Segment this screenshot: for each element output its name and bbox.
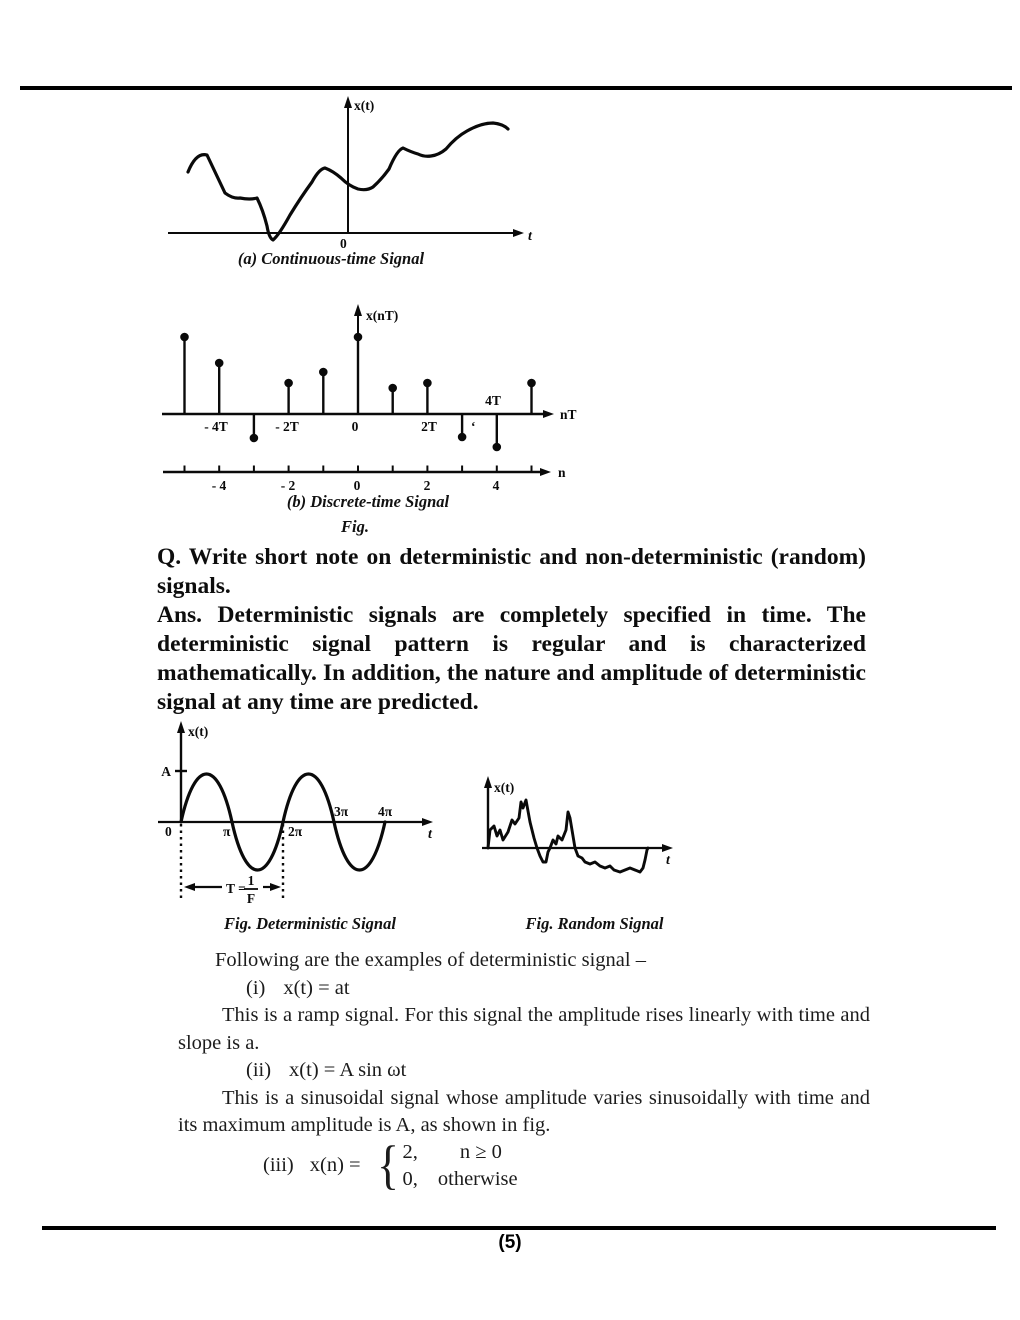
period-arrow-left bbox=[184, 883, 195, 891]
t-axis-label: t bbox=[428, 827, 432, 842]
n-axis-arrow bbox=[540, 468, 551, 476]
y-axis-label: x(t) bbox=[188, 724, 209, 739]
example-item-iii bbox=[263, 1135, 518, 1196]
item-ii-description: This is a sinusoidal signal whose amplitude varies sinusoidally with time and its maximum amplitude is A, as shown in fig. bbox=[178, 1086, 870, 1136]
origin-label: 0 bbox=[165, 824, 172, 839]
case-2-condition: otherwise bbox=[437, 1168, 518, 1190]
tick-0T: 0 bbox=[351, 419, 359, 434]
tick-2T: 2T bbox=[421, 419, 437, 434]
t-axis-label: t bbox=[666, 853, 670, 868]
tick-m2T: - 2T bbox=[275, 419, 299, 434]
question-text: Q. Write short note on deterministic and non-deterministic (random) signals. bbox=[157, 544, 866, 599]
case-2 bbox=[403, 1167, 518, 1191]
t-axis-arrow bbox=[422, 818, 433, 826]
item-i-description: This is a ramp signal. For this signal the amplitude rises linearly with time and slope is a. bbox=[178, 1004, 870, 1054]
y-axis-label: x(t) bbox=[354, 98, 375, 113]
discrete-time-signal-figure bbox=[140, 300, 590, 505]
pi-label: π bbox=[223, 824, 231, 839]
random-signal-curve bbox=[488, 800, 648, 872]
tick-2: 2 bbox=[423, 478, 431, 493]
four-pi-label: 4π bbox=[378, 804, 393, 819]
item-i-label: (i) bbox=[246, 976, 266, 999]
amplitude-label: A bbox=[161, 764, 171, 779]
case-1-condition: n ≥ 0 bbox=[459, 1141, 502, 1163]
n-axis-label: n bbox=[558, 465, 566, 480]
period-numerator: 1 bbox=[247, 873, 255, 888]
example-item-i bbox=[246, 975, 870, 1003]
case-1 bbox=[403, 1140, 518, 1164]
y-axis-label: x(nT) bbox=[366, 308, 399, 323]
y-axis-arrow bbox=[344, 96, 352, 108]
two-pi-label: 2π bbox=[288, 824, 303, 839]
tick-4: 4 bbox=[492, 478, 500, 493]
brace-glyph: { bbox=[376, 1135, 399, 1196]
three-pi-label: 3π bbox=[334, 804, 349, 819]
y-axis-label: x(t) bbox=[494, 780, 515, 795]
tick-m4: - 4 bbox=[211, 478, 227, 493]
item-i-equation: x(t) = at bbox=[283, 976, 350, 999]
example-item-ii bbox=[246, 1057, 870, 1085]
item-iii-label: (iii) bbox=[263, 1154, 294, 1176]
caption-random: Fig. Random Signal bbox=[525, 914, 664, 933]
tick-m4T: - 4T bbox=[204, 419, 228, 434]
bottom-rule bbox=[42, 1226, 996, 1230]
fig-label: Fig. bbox=[341, 517, 369, 536]
t-axis-arrow bbox=[513, 229, 524, 237]
item-iii-lhs: x(n) = bbox=[309, 1154, 361, 1176]
caption-continuous: (a) Continuous-time Signal bbox=[237, 249, 425, 268]
case-1-value: 2, bbox=[402, 1141, 418, 1163]
piecewise-cases bbox=[403, 1140, 518, 1191]
examples-block bbox=[178, 947, 870, 1140]
caption-deterministic: Fig. Deterministic Signal bbox=[224, 914, 396, 933]
item-ii-equation: x(t) = A sin ωt bbox=[289, 1059, 407, 1081]
stray-mark: ʻ bbox=[471, 419, 476, 434]
tick-m2: - 2 bbox=[280, 478, 296, 493]
examples-intro: Following are the examples of deterministic signal – bbox=[215, 949, 646, 971]
t-axis-label: t bbox=[528, 229, 532, 244]
y-axis-arrow bbox=[354, 304, 362, 316]
nt-axis-arrow bbox=[543, 410, 554, 418]
top-rule bbox=[20, 86, 1012, 90]
case-2-value: 0, bbox=[402, 1168, 418, 1190]
item-ii-label: (ii) bbox=[246, 1059, 272, 1081]
y-axis-arrow bbox=[177, 721, 185, 733]
page-number: (5) bbox=[498, 1232, 522, 1253]
question-answer-block bbox=[157, 543, 866, 717]
period-arrow-right bbox=[270, 883, 281, 891]
nt-axis-label: nT bbox=[560, 407, 577, 422]
answer-text: Ans. Deterministic signals are completely specified in time. The deterministic signal pattern is regular and is characterized mathematically. In addition, the nature and amplitude of deterministic signal at any time are predicted. bbox=[157, 602, 866, 715]
random-signal-figure bbox=[460, 750, 695, 885]
tick-0: 0 bbox=[353, 478, 361, 493]
origin-label: 0 bbox=[340, 236, 347, 251]
tick-4T: 4T bbox=[485, 393, 501, 408]
caption-discrete: (b) Discrete-time Signal bbox=[286, 492, 450, 511]
period-prefix: T = bbox=[226, 881, 246, 896]
deterministic-signal-figure bbox=[150, 715, 450, 915]
period-denominator: F bbox=[246, 891, 256, 906]
t-axis-arrow bbox=[662, 844, 673, 852]
y-axis-arrow bbox=[484, 776, 492, 788]
